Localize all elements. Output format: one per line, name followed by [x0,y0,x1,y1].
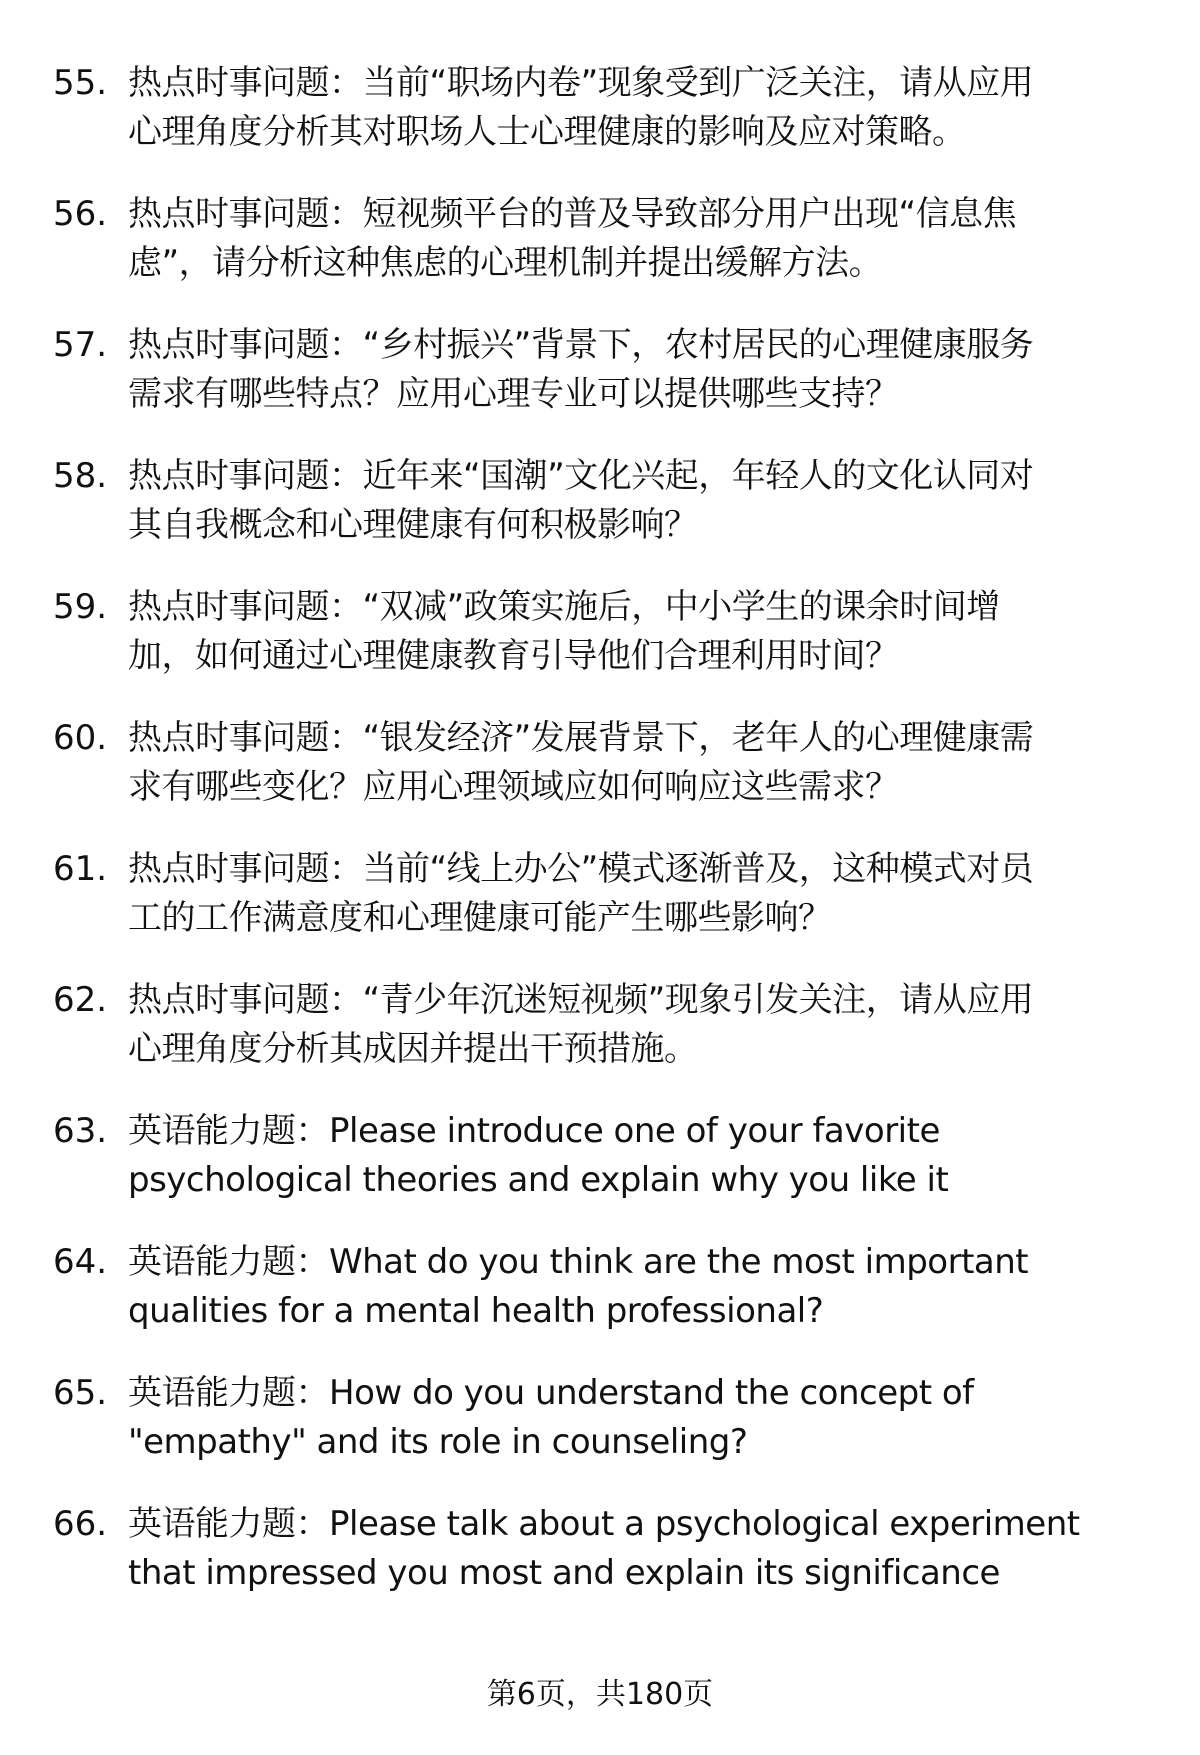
question-text [128,583,1168,681]
question-item [0,1369,1200,1500]
question-text [128,845,1168,943]
question-text [128,976,1168,1074]
question-text-line: 英语能力题：How do you understand the concept of [128,1373,974,1413]
question-text [128,714,1168,812]
question-item [0,845,1200,976]
question-text-line: 心理角度分析其成因并提出干预措施。 [128,1029,698,1069]
question-item [0,714,1200,845]
question-text-line: 热点时事问题：“银发经济”发展背景下，老年人的心理健康需 [128,718,1034,758]
question-item [0,321,1200,452]
question-number: 63. [53,1111,108,1151]
question-number: 61. [53,849,108,889]
question-number: 56. [53,194,108,234]
question-text-line: 需求有哪些特点？应用心理专业可以提供哪些支持？ [128,374,899,414]
question-item [0,1107,1200,1238]
question-item [0,452,1200,583]
question-text [128,1238,1168,1336]
question-number: 57. [53,325,108,365]
question-text-line: qualities for a mental health professional? [128,1291,824,1331]
question-text-line: 其自我概念和心理健康有何积极影响？ [128,505,698,545]
question-item [0,583,1200,714]
question-item [0,190,1200,321]
question-text-line: 心理角度分析其对职场人士心理健康的影响及应对策略。 [128,112,966,152]
question-text-line: 英语能力题：What do you think are the most important [128,1242,1029,1282]
question-text-line: 热点时事问题：短视频平台的普及导致部分用户出现“信息焦 [128,194,1017,234]
question-list [0,59,1200,1631]
question-text [128,190,1168,288]
question-number: 65. [53,1373,108,1413]
question-item [0,59,1200,190]
question-text-line: 虑”，请分析这种焦虑的心理机制并提出缓解方法。 [128,243,883,283]
question-text-line: that impressed you most and explain its significance [128,1553,1000,1593]
question-text-line: "empathy" and its role in counseling? [128,1422,748,1462]
question-text [128,452,1168,550]
question-text-line: 加，如何通过心理健康教育引导他们合理利用时间？ [128,636,899,676]
question-text-line: 英语能力题：Please talk about a psychological experiment [128,1504,1080,1544]
question-number: 66. [53,1504,108,1544]
question-text [128,1500,1168,1598]
question-text-line: 热点时事问题：当前“线上办公”模式逐渐普及，这种模式对员 [128,849,1034,889]
question-text-line: 英语能力题：Please introduce one of your favorite [128,1111,940,1151]
question-text [128,321,1168,419]
question-text-line: 热点时事问题：“双减”政策实施后，中小学生的课余时间增 [128,587,1000,627]
question-number: 55. [53,63,108,103]
question-number: 59. [53,587,108,627]
question-number: 60. [53,718,108,758]
question-number: 62. [53,980,108,1020]
question-text-line: psychological theories and explain why you like it [128,1160,949,1200]
question-text-line: 求有哪些变化？应用心理领域应如何响应这些需求？ [128,767,899,807]
question-text [128,1107,1168,1205]
question-text-line: 工的工作满意度和心理健康可能产生哪些影响？ [128,898,832,938]
question-text-line: 热点时事问题：近年来“国潮”文化兴起，年轻人的文化认同对 [128,456,1034,496]
question-text-line: 热点时事问题：“青少年沉迷短视频”现象引发关注，请从应用 [128,980,1034,1020]
question-text [128,59,1168,157]
question-text-line: 热点时事问题：“乡村振兴”背景下，农村居民的心理健康服务 [128,325,1034,365]
question-item [0,976,1200,1107]
question-item [0,1500,1200,1631]
question-number: 58. [53,456,108,496]
question-number: 64. [53,1242,108,1282]
question-text [128,1369,1168,1467]
page-footer: 第6页，共180页 [486,1677,714,1712]
question-item [0,1238,1200,1369]
question-text-line: 热点时事问题：当前“职场内卷”现象受到广泛关注，请从应用 [128,63,1034,103]
